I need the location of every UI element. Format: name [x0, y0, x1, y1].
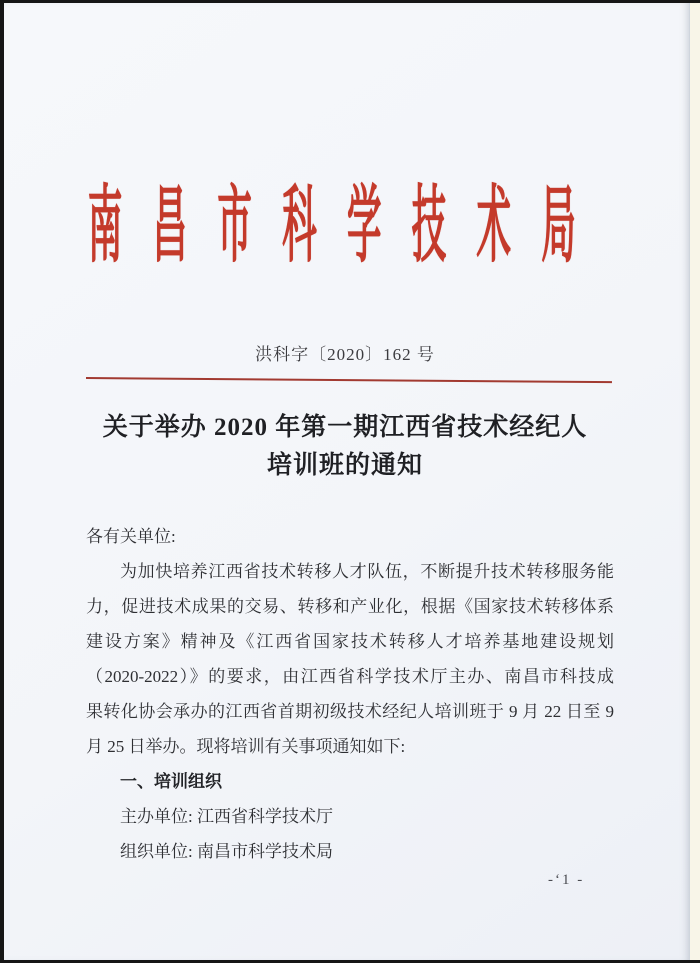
- organizer-unit-line: 组织单位: 南昌市科学技术局: [120, 842, 333, 861]
- notice-title-line-2: 培训班的通知: [266, 452, 423, 479]
- paragraph-line: 力，促进技术成果的交易、转移和产业化，根据《国家技术转移体系: [86, 597, 614, 616]
- notice-title: [0, 409, 690, 485]
- issuing-agency-letterhead: 南昌市科学技术局: [87, 180, 607, 273]
- paragraph-line: 为加快培养江西省技术转移人才队伍，不断提升技术转移服务能: [120, 562, 614, 581]
- page-number: -‘1 -: [548, 872, 585, 888]
- paragraph-line: 月 25 日举办。现将培训有关事项通知如下:: [86, 737, 406, 756]
- page-stack-edge: [690, 3, 700, 960]
- document-reference-number: 洪科字〔2020〕162 号: [255, 345, 435, 364]
- paragraph-line: 果转化协会承办的江西省首期初级技术经纪人培训班于 9 月 22 日至 9: [86, 702, 614, 721]
- recipient-salutation: 各有关单位:: [86, 527, 176, 546]
- host-unit-line: 主办单位: 江西省科学技术厅: [120, 807, 333, 826]
- notice-title-line-1: 关于举办 2020 年第一期江西省技术经纪人: [102, 414, 588, 441]
- notice-body: [86, 519, 614, 869]
- section-heading-training-organization: 一、培训组织: [120, 772, 222, 791]
- paragraph-line: （2020-2022）》的要求，由江西省科学技术厅主办、南昌市科技成: [86, 667, 614, 686]
- paragraph-line: 建设方案》精神及《江西省国家技术转移人才培养基地建设规划: [86, 632, 614, 651]
